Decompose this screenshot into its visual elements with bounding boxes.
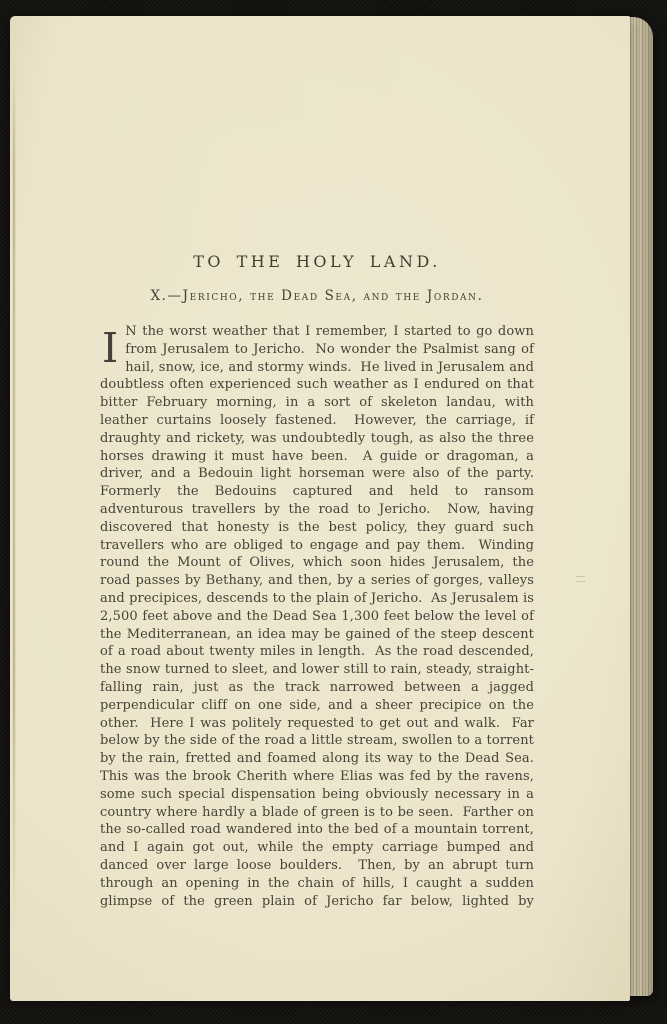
page-gutter-crease xyxy=(13,62,15,932)
drop-cap-letter: I xyxy=(102,324,119,372)
paper-speck xyxy=(576,576,585,582)
book-page xyxy=(10,16,630,1001)
chapter-heading: X.—Jericho, the Dead Sea, and the Jordan. xyxy=(150,288,484,304)
body-paragraph xyxy=(100,323,543,910)
body-paragraph-text: N the worst weather that I remember, I started to go down from Jerusalem to Jericho. No wonder the Psalmist sang of hail, snow, ice, and stormy winds. He lived in Jerusalem and doubtless often experienced such weather as I endured on that bitter February morning, in a sort of skeleton landau, with leather curtains loosely fastened. However, the carriage, if draughty and rickety, was undoubtedly tough, as also the three horses drawing it must have been. A guide or dragoman, a driver, and a Bedouin light horseman were also of the party. Formerly the Bedouins captured and held to ransom adventurous travellers by the road to Jericho. Now, having discovered that honesty is the best policy, they guard such travellers who are obliged to engage and pay them. Winding round the Mount of Olives, which soon hides Jerusalem, the road passes by Bethany, and then, by a series of gorges, valleys and precipices, descends to the plain of Jericho. As Jerusalem is 2,500 feet above and the Dead Sea 1,300 feet below the level of the Mediterranean, an idea may be gained of the steep descent of a road about twenty miles in length. As the road descended, the snow turned to sleet, and lower still to rain, steady, straight-falling rain, just as the track narrowed between a jagged perpendicular cliff on one side, and a sheer precipice on the other. Here I was politely requested to get out and walk. Far below by the side of the road a little stream, swollen to a torrent by the rain, fretted and foamed along its way to the Dead Sea. This was the brook Cherith where Elias was fed by the ravens, some such special dispensation being obviously necessary in a country where hardly a blade of green is to be seen. Farther on the so-called road wandered into the bed of a mountain torrent, and I again got out, while the empty carriage bumped and danced over large loose boulders. Then, by an abrupt turn through an opening in the chain of hills, I caught a sudden glimpse of the green plain of Jericho far below, lighted by xyxy=(100,324,543,909)
page-text-block xyxy=(100,252,543,910)
page-title: TO THE HOLY LAND. xyxy=(193,252,441,271)
